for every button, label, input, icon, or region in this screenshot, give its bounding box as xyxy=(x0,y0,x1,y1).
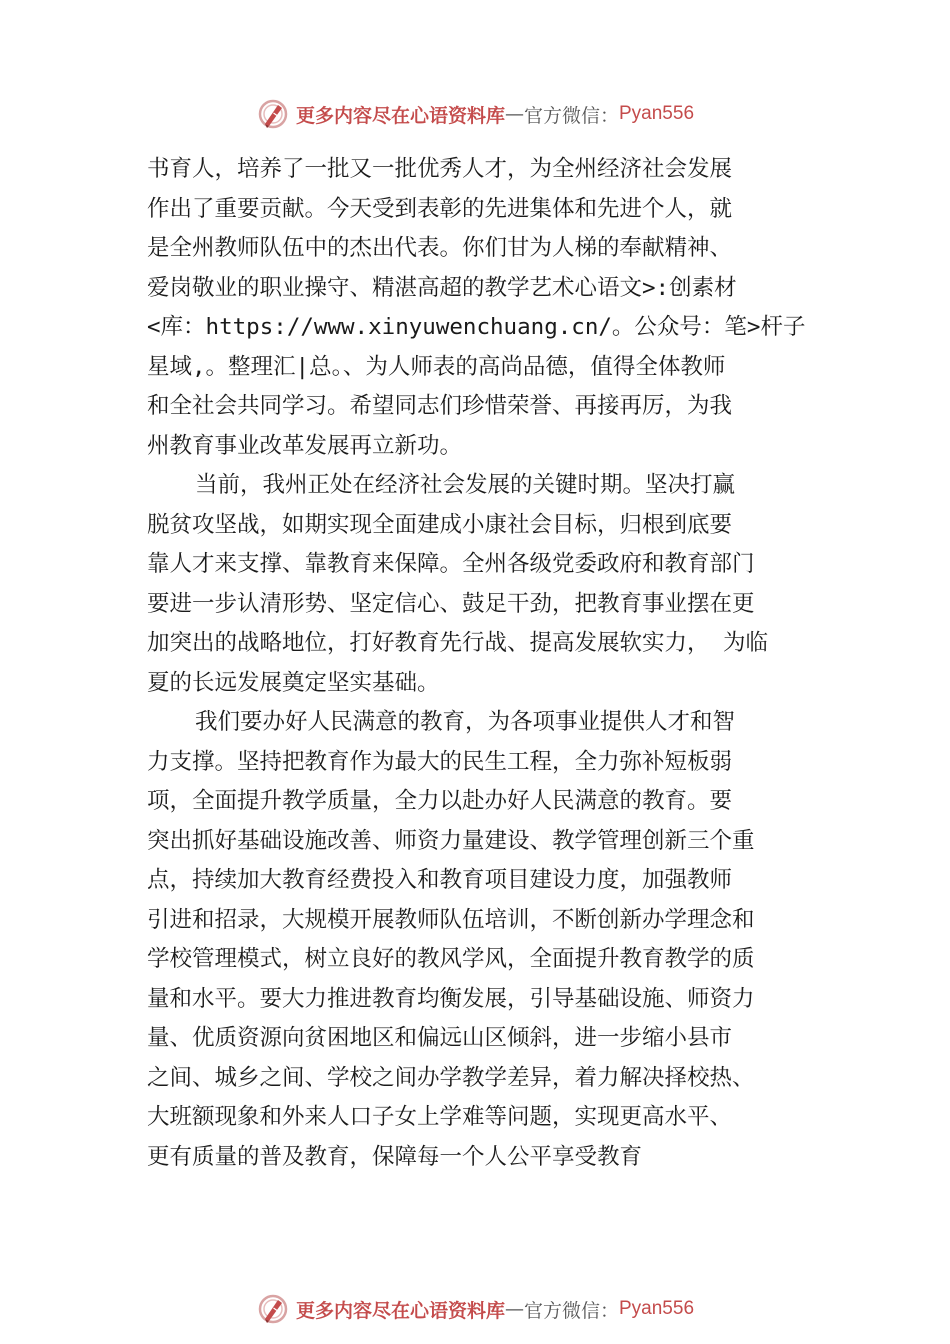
text-line: 力支撑。坚持把教育作为最大的民生工程，全力弥补短板弱 xyxy=(147,748,733,775)
document-body xyxy=(147,150,819,1177)
text-line: 项，全面提升教学质量，全力以赴办好人民满意的教育。要 xyxy=(147,788,733,814)
text-line: 当前，我州正处在经济社会发展的关键时期。坚决打赢 xyxy=(195,472,736,498)
text-line: 我们要办好人民满意的教育，为各项事业提供人才和智 xyxy=(195,709,736,735)
banner-wechat-id: Pyan556 xyxy=(619,103,695,124)
text-line: 靠人才来支撑、靠教育来保障。全州各级党委政府和教育部门 xyxy=(147,551,755,577)
text-line: 书育人，培养了一批又一批优秀人才，为全州经济社会发展 xyxy=(147,156,733,182)
text-line: 是全州教师队伍中的杰出代表。你们甘为人梯的奉献精神、 xyxy=(147,235,733,261)
text-line: <库：https://www.xinyuwenchuang.cn/。公众号：笔>杆子 xyxy=(147,314,806,340)
text-line: 和全社会共同学习。希望同志们珍惜荣誉、再接再厉，为我 xyxy=(147,393,733,419)
text-line: 夏的长远发展奠定坚实基础。 xyxy=(147,669,440,696)
text-line: 星域,。整理汇|总。、为人师表的高尚品德，值得全体教师 xyxy=(147,353,726,380)
pen-nib-logo-icon xyxy=(256,97,290,131)
text-line: 州教育事业改革发展再立新功。 xyxy=(147,432,463,459)
pen-nib-logo-icon xyxy=(256,1292,290,1326)
text-line: 点，持续加大教育经费投入和教育项目建设力度，加强教师 xyxy=(147,867,733,893)
text-line: 加突出的战略地位，打好教育先行战、提高发展软实力， 为临 xyxy=(147,630,769,656)
footer-banner xyxy=(0,1289,950,1329)
text-line: 之间、城乡之间、学校之间办学教学差异，着力解决择校热、 xyxy=(147,1064,755,1091)
text-line: 量和水平。要大力推进教育均衡发展，引导基础设施、师资力 xyxy=(147,985,755,1012)
banner-separator: — xyxy=(504,103,524,125)
banner-label: 官方微信： xyxy=(523,104,619,127)
banner-separator: — xyxy=(504,1298,524,1320)
banner-label: 官方微信： xyxy=(523,1299,619,1322)
banner-brand: 更多内容尽在心语资料库 xyxy=(295,1299,505,1322)
banner-wechat-id: Pyan556 xyxy=(619,1298,695,1319)
text-line: 突出抓好基础设施改善、师资力量建设、教学管理创新三个重 xyxy=(147,827,755,854)
text-line: 引进和招录，大规模开展教师队伍培训，不断创新办学理念和 xyxy=(147,906,755,933)
text-line: 要进一步认清形势、坚定信心、鼓足干劲，把教育事业摆在更 xyxy=(147,590,755,617)
header-banner xyxy=(0,94,950,134)
text-line: 更有质量的普及教育，保障每一个人公平享受教育 xyxy=(147,1143,643,1170)
text-line: 量、优质资源向贫困地区和偏远山区倾斜，进一步缩小县市 xyxy=(147,1025,733,1051)
banner-brand: 更多内容尽在心语资料库 xyxy=(295,104,505,127)
text-line: 爱岗敬业的职业操守、精湛高超的教学艺术心语文>:创素材 xyxy=(147,274,737,301)
text-line: 学校管理模式，树立良好的教风学风，全面提升教育教学的质 xyxy=(147,946,755,972)
text-line: 大班额现象和外来人口子女上学难等问题，实现更高水平、 xyxy=(147,1104,733,1130)
text-line: 作出了重要贡献。今天受到表彰的先进集体和先进个人，就 xyxy=(147,195,733,222)
text-line: 脱贫攻坚战，如期实现全面建成小康社会目标，归根到底要 xyxy=(147,511,733,538)
